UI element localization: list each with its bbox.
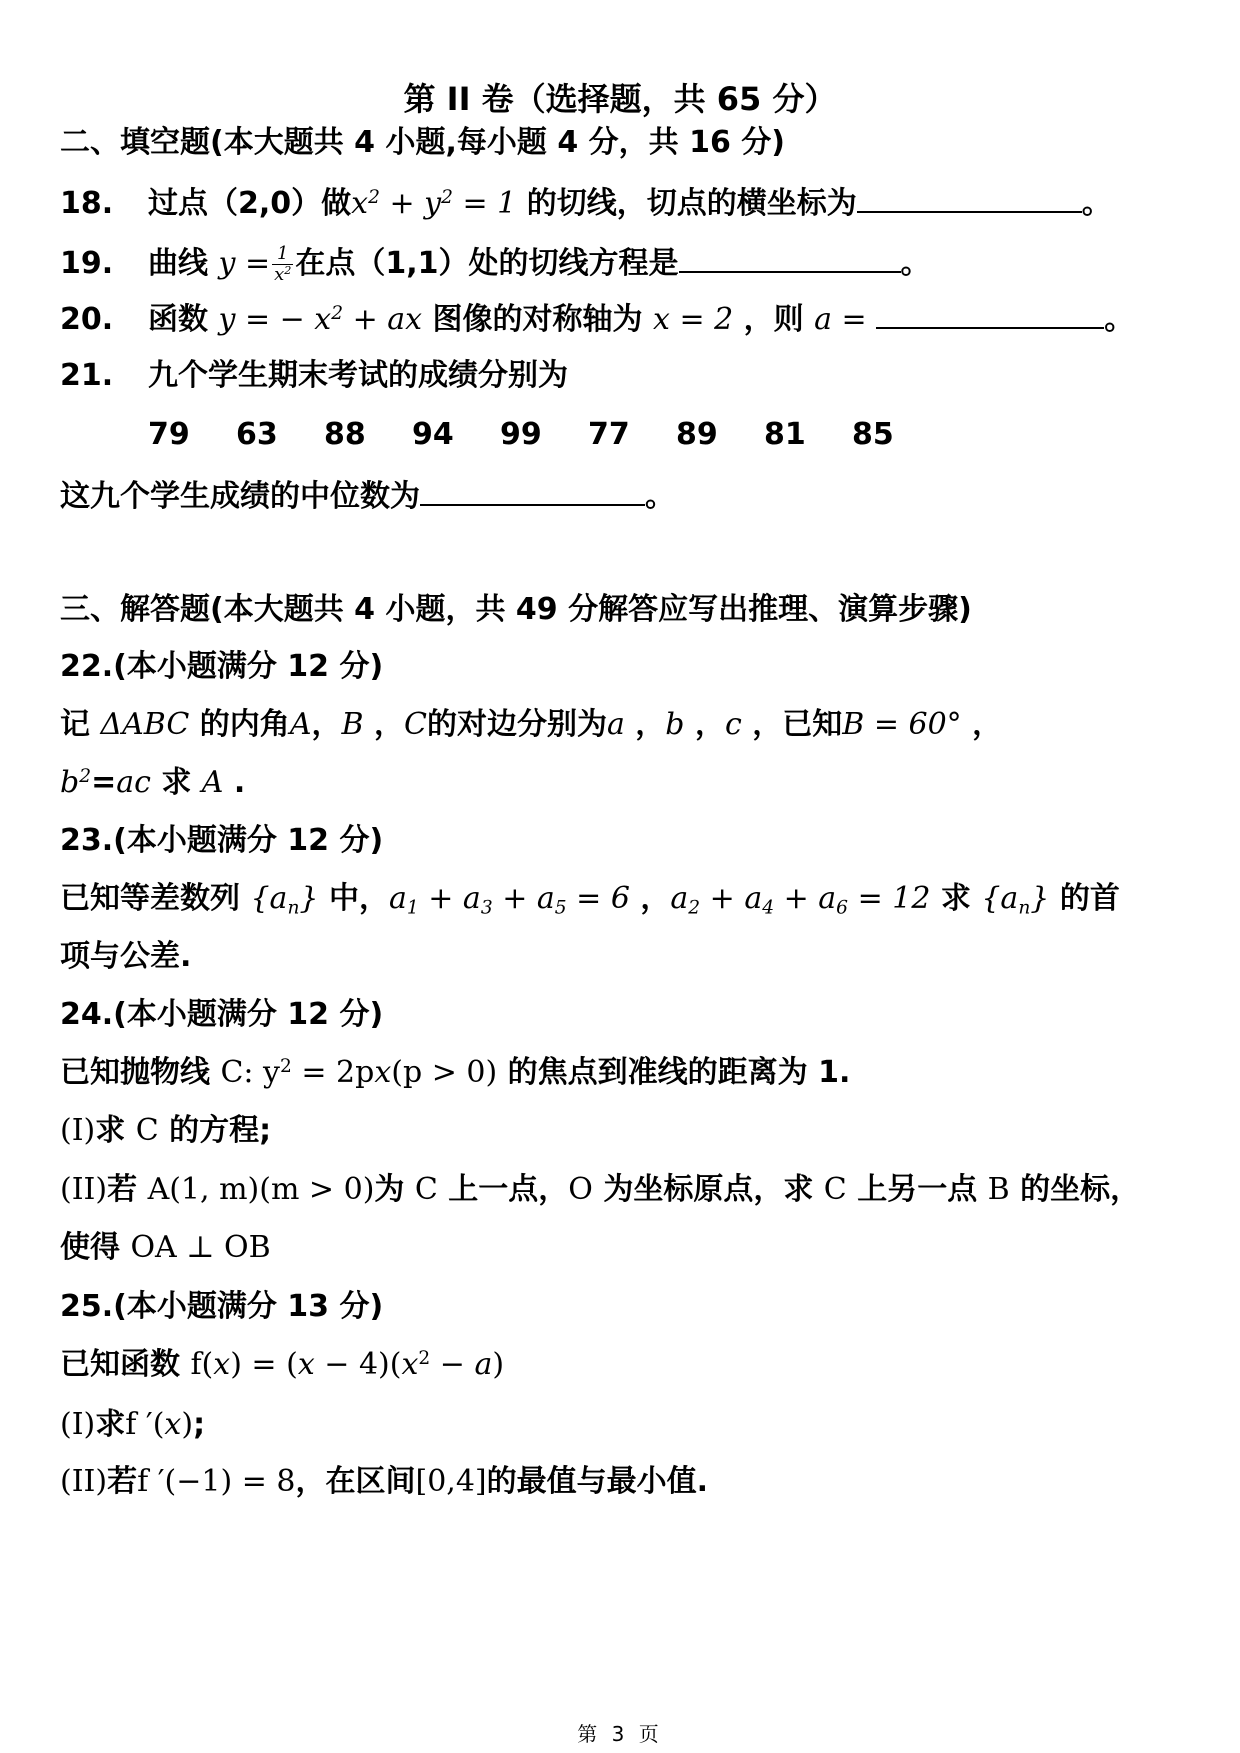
q25-part-2-text-b: ，在区间	[295, 1464, 416, 1499]
q19-answer-blank	[679, 247, 901, 273]
q25-condition: f ′(−1) = 8	[137, 1464, 296, 1499]
q23-sequence-2: $\{a_n\}$	[981, 881, 1050, 919]
q20-answer-blank	[876, 303, 1104, 329]
score-item: 81	[764, 417, 806, 452]
score-item: 94	[412, 417, 454, 452]
q20-text-b: 图像的对称轴为	[422, 302, 653, 337]
q18-tail: 。	[1081, 186, 1112, 221]
q25-part-1: (I)求f ′(x);	[60, 1407, 206, 1442]
q23-text-a: 已知等差数列	[60, 881, 251, 916]
q20-text-c: ，则	[733, 302, 815, 337]
q25-part-2-text-c: 的最值与最小值.	[486, 1464, 709, 1499]
q21-answer-blank	[420, 480, 645, 506]
q24-part-2-text-a: 若	[107, 1172, 148, 1207]
q25-part-2	[60, 1464, 709, 1499]
q25-function: $f(x) = (x - 4)(x^2 - a)$	[190, 1347, 505, 1383]
q22-text-a: 记	[60, 707, 101, 742]
q24-part-1: (I)求 C 的方程;	[60, 1113, 272, 1148]
q23-sequence: $\{a_n\}$	[250, 881, 319, 919]
q21-number: 21.	[60, 358, 114, 393]
q24-part-2-text-c: 上一点，	[437, 1172, 569, 1207]
q24-part-2-text-f: 的坐标，	[1009, 1172, 1141, 1207]
q24-part-1-text: 求	[95, 1113, 136, 1148]
q24-part-1-label: (I)	[60, 1113, 96, 1148]
q23-text-b: 中，	[318, 881, 389, 916]
score-item: 88	[324, 417, 366, 452]
q24-part-2-label: (II)	[60, 1172, 108, 1207]
q23-eq-2: $a_2 + a_4 + a_6 = 12$	[670, 881, 931, 919]
q22-text-c: 的对边分别为	[426, 707, 607, 742]
score-item: 77	[588, 417, 630, 452]
q24-part-2-text-e: 上另一点	[846, 1172, 988, 1207]
q20-tail: 。	[1104, 302, 1135, 337]
q24-part-2-text-b: 为	[374, 1172, 415, 1207]
q25-part-2-label: (II)	[60, 1464, 108, 1499]
q25-heading: 25.(本小题满分 13 分)	[60, 1289, 384, 1324]
q24-part-2-text-d: 为坐标原点，求	[592, 1172, 824, 1207]
q22-line-1: 记 ΔABC 的内角A，B ，C的对边分别为a ，b ，c ，已知B = 60° ，	[60, 707, 1003, 742]
q20-axis: x = 2	[652, 302, 734, 337]
score-item: 79	[148, 417, 190, 452]
q22-condition: B = 60°	[842, 707, 962, 742]
q20-variable: a =	[814, 302, 867, 337]
q23-line-1: 已知等差数列 $\{a_n\}$ 中，$a_1 + a_3 + a_5 = 6$ ，$a_2 + a_4 + a_6 = 12$ 求 $\{a_n\}$ 的首	[60, 881, 1120, 919]
q23-line-2: 项与公差.	[60, 939, 192, 974]
page-title: 第 II 卷（选择题，共 65 分）	[403, 80, 837, 118]
q25-derivative: f ′(x)	[125, 1407, 194, 1442]
page-number: 第 3 页	[577, 1722, 663, 1746]
q20-formula: y = − $x^2$ + ax	[218, 302, 423, 337]
q19-formula: y =	[218, 245, 271, 281]
q23-heading: 23.(本小题满分 12 分)	[60, 823, 384, 858]
q19-text-a: 曲线	[148, 245, 219, 281]
q18-number: 18.	[60, 186, 114, 221]
q18-text-a: 过点（2,0）做	[148, 186, 352, 221]
q18-answer-blank	[857, 187, 1082, 213]
q24-heading: 24.(本小题满分 12 分)	[60, 997, 384, 1032]
q24-point-a: A(1, m)(m > 0)	[147, 1172, 375, 1207]
q25-part-1-text: 求	[95, 1407, 126, 1442]
question-18	[60, 187, 1112, 219]
q22-text-d: ，已知	[752, 707, 843, 742]
q24-part-1-text-b: 的方程;	[158, 1113, 272, 1148]
q25-part-2-text-a: 若	[107, 1464, 138, 1499]
q24-line-1	[60, 1055, 851, 1091]
q20-text-a: 函数	[148, 302, 219, 337]
q22-target: A	[201, 765, 224, 801]
q22-sides: a	[606, 707, 625, 742]
q24-part-2: (II)若 A(1, m)(m > 0)为 C 上一点，O 为坐标原点，求 C 上另一点 B 的坐标，	[60, 1172, 1141, 1207]
q24-text-a: 已知抛物线	[60, 1055, 221, 1091]
q25-interval: [0,4]	[415, 1464, 487, 1499]
q24-line-3	[60, 1230, 271, 1265]
score-item: 99	[500, 417, 542, 452]
q21-question-text: 这九个学生成绩的中位数为	[60, 479, 420, 514]
q25-part-1-label: (I)	[60, 1407, 96, 1442]
q21-tail: 。	[645, 479, 675, 514]
q22-equation: $b^2$	[60, 765, 92, 801]
q19-tail: 。	[900, 245, 931, 281]
question-20	[60, 303, 1134, 335]
q25-text: 已知函数	[60, 1347, 191, 1383]
q19-fraction: $\frac{1}{x^2}$	[274, 243, 292, 285]
score-item: 89	[676, 417, 718, 452]
section-2-heading: 二、填空题(本大题共 4 小题,每小题 4 分，共 16 分)	[60, 125, 785, 160]
question-21	[60, 358, 568, 393]
q23-text-d: 的首	[1049, 881, 1120, 916]
q22-text-f: .	[223, 765, 246, 801]
q22-line-2: $b^2=ac$ 求 A .	[60, 765, 246, 801]
q18-text-b: 的切线，切点的横坐标为	[516, 186, 857, 221]
q24-perpendicular: OA ⊥ OB	[130, 1230, 271, 1265]
q22-triangle: ΔABC	[100, 707, 190, 742]
q24-line-3-text: 使得	[60, 1230, 131, 1265]
q19-text-b: 在点（1,1）处的切线方程是	[295, 245, 679, 281]
score-item: 85	[852, 417, 894, 452]
score-item: 63	[236, 417, 278, 452]
section-3-heading: 三、解答题(本大题共 4 小题，共 49 分解答应写出推理、演算步骤)	[60, 592, 972, 627]
q20-number: 20.	[60, 302, 114, 337]
q25-line-1	[60, 1347, 505, 1383]
q23-text-c: 求	[940, 881, 982, 916]
q22-angles: A	[289, 707, 312, 742]
q22-text-e: 求	[150, 765, 192, 801]
q18-formula: $x^2 + y^2 = 1$	[351, 186, 517, 221]
q21-question	[60, 480, 675, 512]
question-19	[60, 244, 931, 285]
q22-text-b: 的内角	[189, 707, 290, 742]
q24-text-b: 的焦点到准线的距离为 1.	[497, 1055, 851, 1091]
q21-text: 九个学生期末考试的成绩分别为	[148, 358, 568, 393]
q23-eq-1: $a_1 + a_3 + a_5 = 6$	[388, 881, 630, 919]
q19-number: 19.	[60, 245, 114, 281]
q22-heading: 22.(本小题满分 12 分)	[60, 649, 384, 684]
q21-scores	[148, 417, 940, 452]
q24-parabola: C: $y^2 = 2px(p > 0)$	[220, 1055, 498, 1091]
